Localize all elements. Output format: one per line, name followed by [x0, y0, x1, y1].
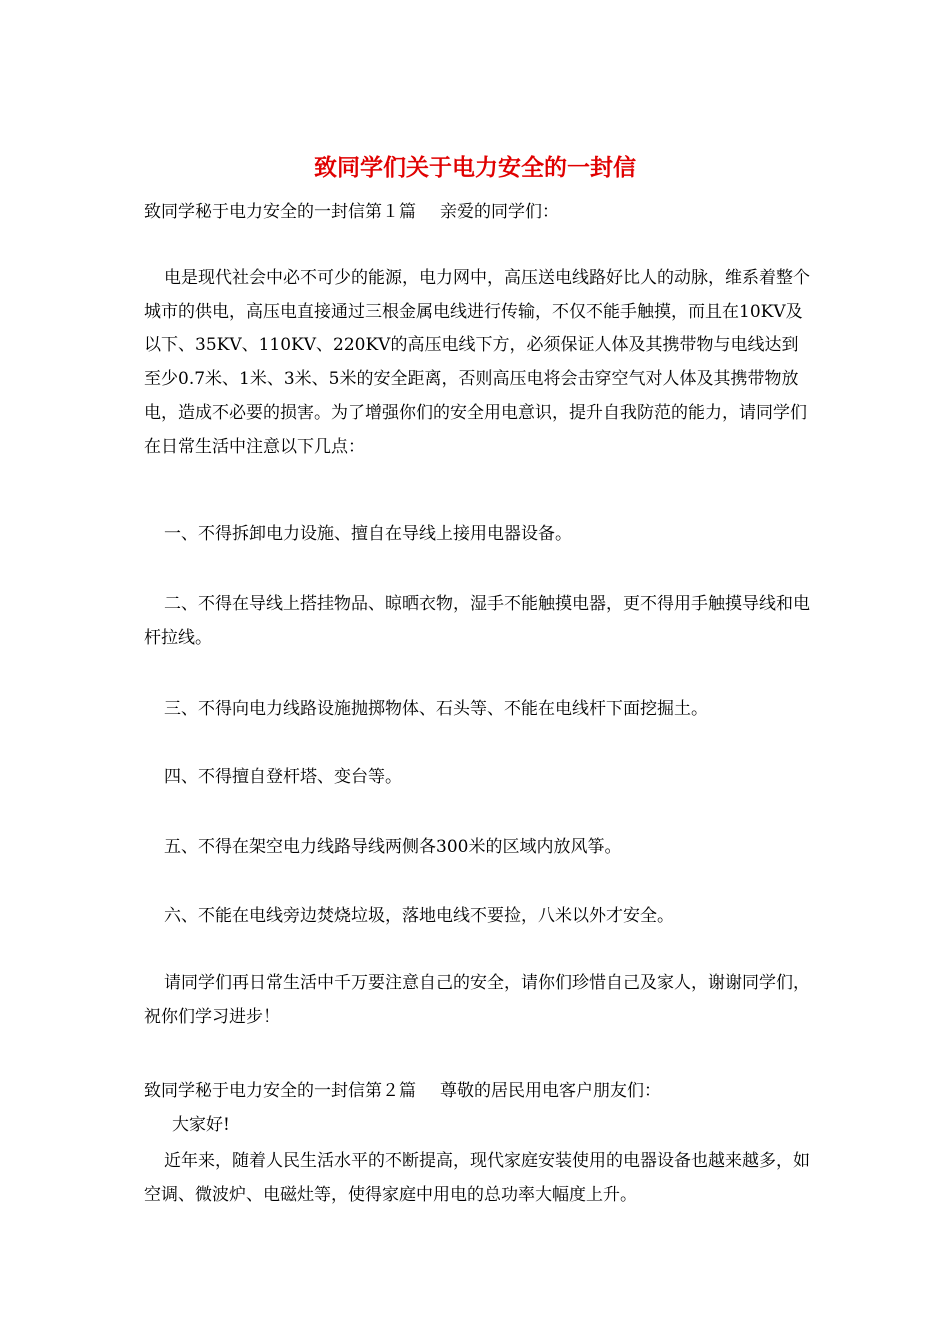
document-title: 致同学们关于电力安全的一封信: [314, 155, 636, 181]
part1-intro-paragraph: 电是现代社会中必不可少的能源，电力网中，高压送电线路好比人的动脉，维系着整个城市的供电，高压电直接通过三根金属电线进行传输，不仅不能手触摸，而且在10KV及以下、35KV、110KV、220KV的高压电线下方，必须保证人体及其携带物与电线达到至少0.7米、1米、3米、5米的安全距离，否则高压电将会击穿空气对人体及其携带物放电，造成不必要的损害。为了增强你们的安全用电意识，提升自我防范的能力，请同学们在日常生活中注意以下几点：: [144, 268, 810, 457]
rule-6: 六、不能在电线旁边焚烧垃圾，落地电线不要捡，八米以外才安全。: [164, 906, 674, 926]
part2-heading-line: [144, 1078, 661, 1104]
part2-greeting: 大家好!: [172, 1115, 230, 1135]
rule-2: 二、不得在导线上搭挂物品、晾晒衣物，湿手不能触摸电器，更不得用手触摸导线和电杆拉线。: [144, 594, 810, 648]
part1-heading: 致同学秘于电力安全的一封信第１篇: [144, 202, 416, 222]
part2-body-paragraph: 近年来，随着人民生活水平的不断提高，现代家庭安装使用的电器设备也越来越多，如空调、微波炉、电磁灶等，使得家庭中用电的总功率大幅度上升。: [144, 1151, 810, 1205]
rule-1: 一、不得拆卸电力设施、擅自在导线上接用电器设备。: [164, 524, 572, 544]
part2-salutation: 尊敬的居民用电客户朋友们：: [440, 1081, 661, 1101]
rule-5: 五、不得在架空电力线路导线两侧各300米的区域内放风筝。: [164, 837, 622, 857]
part2-heading: 致同学秘于电力安全的一封信第２篇: [144, 1081, 416, 1101]
part1-closing-paragraph: 请同学们再日常生活中千万要注意自己的安全，请你们珍惜自己及家人，谢谢同学们，祝你们学习进步！: [144, 973, 810, 1027]
rule-4: 四、不得擅自登杆塔、变台等。: [164, 767, 402, 787]
part1-salutation: 亲爱的同学们：: [440, 202, 559, 222]
rule-3: 三、不得向电力线路设施抛掷物体、石头等、不能在电线杆下面挖掘土。: [164, 699, 708, 719]
part1-heading-line: [144, 199, 559, 225]
